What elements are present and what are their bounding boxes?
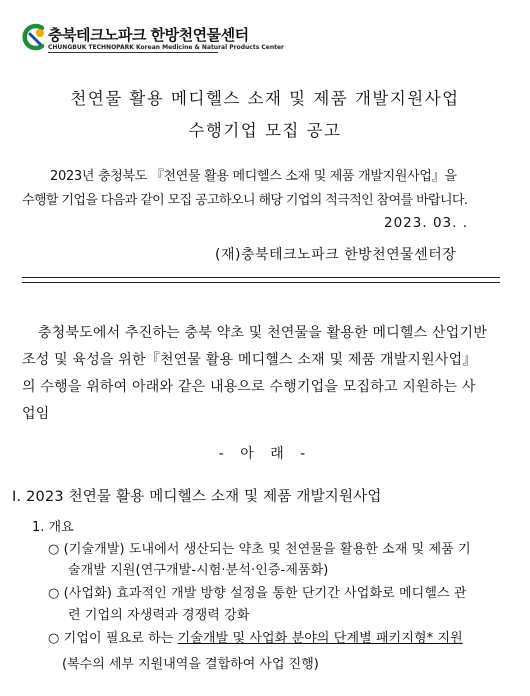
intro-line-1: 2023년 충청북도 『천연물 활용 메디헬스 소재 및 제품 개발지원사업』을 <box>50 169 457 184</box>
document-subtitle: 수행기업 모집 공고 <box>188 121 342 140</box>
intro-line-2: 수행할 기업을 다음과 같이 모집 공고하오니 해당 기업의 적극적인 참여를 바랍니다. <box>22 193 468 208</box>
logo-underline <box>48 52 218 53</box>
bullet-package-prefix: ○ 기업이 필요로 하는 <box>48 631 178 646</box>
bullet-package-underlined: 기술개발 및 사업화 분야의 단계별 패키지형* 지원 <box>177 631 463 646</box>
package-note: (복수의 세부 지원내역을 결합하여 사업 진행) <box>62 657 319 672</box>
subsection-heading: 1. 개요 <box>32 520 74 535</box>
body-line-4: 업임 <box>22 406 50 422</box>
bullet-commercialization-line-2: 련 기업의 자생력과 경쟁력 강화 <box>68 608 250 623</box>
separator-rule-bottom <box>22 282 500 283</box>
announcement-date: 2023. 03. . <box>384 215 468 231</box>
technopark-logo-icon <box>18 22 48 52</box>
issuing-organization: (재)충북테크노파크 한방천연물센터장 <box>215 247 457 263</box>
bullet-tech-dev-line-2: 술개발 지원(연구개발-시험·분석·인증-제품화) <box>68 563 329 578</box>
document-title: 천연물 활용 메디헬스 소재 및 제품 개발지원사업 <box>70 89 460 108</box>
notice-heading: - 아 래 - <box>218 446 312 462</box>
section-heading: Ⅰ. 2023 천연물 활용 메디헬스 소재 및 제품 개발지원사업 <box>12 489 382 505</box>
body-line-2: 조성 및 육성을 위한『천연물 활용 메디헬스 소재 및 제품 개발지원사업』 <box>22 352 477 368</box>
separator-rule-top <box>22 277 500 278</box>
body-line-1: 충청북도에서 추진하는 충북 약초 및 천연물을 활용한 메디헬스 산업기반 <box>38 325 487 341</box>
bullet-commercialization-line-1: ○ (사업화) 효과적인 개발 방향 설정을 통한 단기간 사업화로 메디헬스 관 <box>48 586 467 601</box>
logo-title: 충북테크노파크 한방천연물센터 <box>48 26 249 44</box>
bullet-tech-dev-line-1: ○ (기술개발) 도내에서 생산되는 약초 및 천연물을 활용한 소재 및 제품 기 <box>48 542 471 557</box>
center-logo <box>18 20 285 60</box>
logo-subtitle: CHUNGBUK TECHNOPARK Korean Medicine & Natural Products Center <box>48 44 285 51</box>
bullet-package-support <box>48 627 463 646</box>
body-line-3: 의 수행을 위하여 아래와 같은 내용으로 수행기업을 모집하고 지원하는 사 <box>22 379 476 395</box>
